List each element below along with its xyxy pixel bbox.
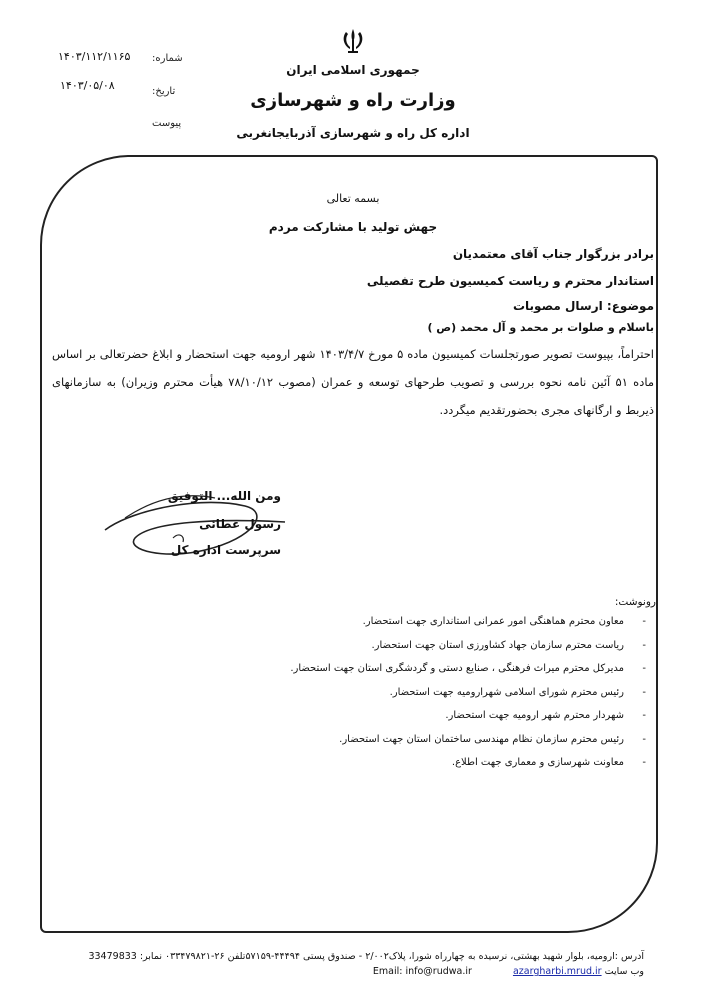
attachment-label: پیوست (152, 118, 182, 129)
date-value: ۱۴۰۳/۰۵/۰۸ (60, 79, 115, 92)
iran-emblem-icon (338, 26, 368, 56)
bismillah: بسمه تعالی (326, 192, 380, 205)
cc-item: - رئیس محترم سازمان نظام مهندسی ساختمان استان جهت استحضار. (86, 728, 646, 752)
republic-title: جمهوری اسلامی ایران (286, 63, 420, 77)
letter-body: احتراماً، بپیوست تصویر صورتجلسات کمیسیون ماده ۵ مورخ ۱۴۰۳/۴/۷ شهر ارومیه جهت استحضار و ابلاغ حضرتعالی بر اساس ماده ۵۱ آئین نامه نحوه بررسی و تصویب طرحهای توسعه و عمران (مصوب ۷۸/۱۰/۱۲ هیأت محترم وزیران) به سازمانهای ذیربط و ارگانهای مجری بحضورتقدیم میگردد. (52, 347, 655, 417)
office-title: اداره کل راه و شهرسازی آذربایجانغربی (236, 126, 470, 140)
date-label: تاریخ: (152, 86, 176, 97)
number-value: ۱۴۰۳/۱۱۲/۱۱۶۵ (58, 50, 131, 63)
cc-item: - مدیرکل محترم میراث فرهنگی ، صنایع دستی و گردشگری استان جهت استحضار. (86, 657, 646, 681)
cc-item: - رئیس محترم شورای اسلامی شهرارومیه جهت استحضار. (86, 681, 646, 705)
footer-contact (373, 966, 644, 977)
number-label: شماره: (152, 53, 183, 64)
recipient-line2: استاندار محترم و ریاست کمیسیون طرح تفصیلی (366, 274, 654, 288)
cc-item: - شهردار محترم شهر ارومیه جهت استحضار. (86, 704, 646, 728)
cc-list (86, 610, 646, 775)
cc-title: رونوشت: (614, 596, 656, 608)
ministry-title: وزارت راه و شهرسازی (250, 90, 456, 111)
email-text[interactable]: Email: info@rudwa.ir (372, 966, 472, 977)
salutation: باسلام و صلوات بر محمد و آل محمد (ص ) (427, 321, 654, 334)
cc-item: - معاون محترم هماهنگی امور عمرانی استانداری جهت استحضار. (86, 610, 646, 634)
closing: ومن الله... التوفیق (167, 489, 281, 503)
signer-title: سرپرست اداره کل (170, 543, 281, 557)
cc-item: - معاونت شهرسازی و معماری جهت اطلاع. (86, 751, 646, 775)
website-link[interactable]: azargharbi.mrud.ir (512, 966, 602, 977)
signer-name: رسول عطائی (199, 517, 281, 531)
recipient-line1: برادر بزرگوار جناب آقای معتمدیان (452, 247, 654, 261)
website-label: وب سایت (604, 966, 644, 977)
slogan: جهش تولید با مشارکت مردم (268, 220, 438, 234)
cc-item: - ریاست محترم سازمان جهاد کشاورزی استان جهت استحضار. (86, 634, 646, 658)
footer-address: آدرس :ارومیه، بلوار شهید بهشتی، نرسیده به چهارراه شورا، پلاک۲/۰۰۲ - صندوق پستی ۴۴۴۹۴-۵۷۱۵۹تلفن ۲۶-۰۳۳۴۷۹۸۲۱ نمابر: 33479833 (88, 951, 644, 962)
subject: موضوع: ارسال مصوبات (512, 299, 654, 313)
